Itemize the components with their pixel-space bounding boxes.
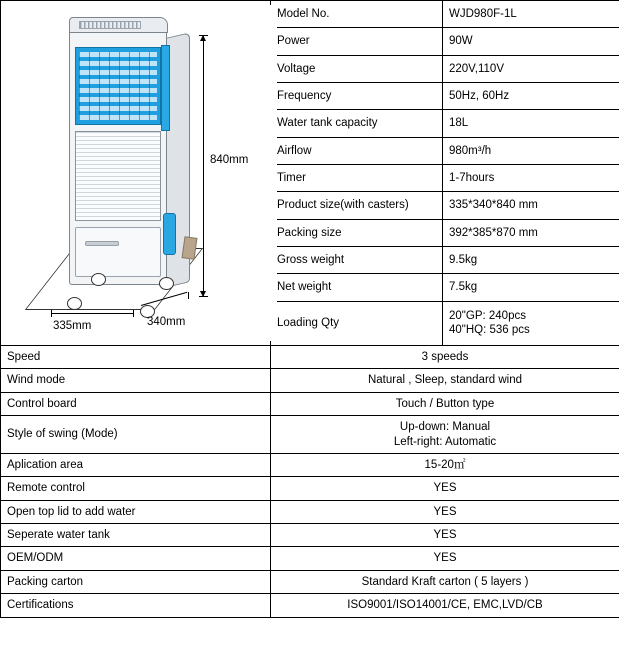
spec-value: 18L [443, 110, 619, 137]
spec-value: YES [271, 524, 619, 547]
height-dimension-label: 840mm [210, 154, 249, 166]
table-row [1, 416, 619, 454]
air-outlet-louver [75, 47, 161, 125]
spec-label: Style of swing (Mode) [1, 416, 271, 454]
table-row [1, 392, 619, 415]
spec-value: YES [271, 477, 619, 500]
height-arrow-top [200, 35, 206, 41]
spec-value: 7.5kg [443, 274, 619, 301]
spec-label: Model No. [271, 1, 443, 28]
spec-value: 15-20㎡ [271, 453, 619, 476]
side-accent-strip [161, 45, 170, 131]
spec-value: 980m³/h [443, 137, 619, 164]
spec-label: Certifications [1, 594, 271, 617]
top-control-grill [79, 21, 141, 29]
table-row [1, 524, 619, 547]
table-row [1, 570, 619, 593]
spec-value: 1-7hours [443, 165, 619, 192]
spec-value: 392*385*870 mm [443, 219, 619, 246]
spec-label: Airflow [271, 137, 443, 164]
caster-wheel [159, 277, 174, 290]
spec-value: Standard Kraft carton ( 5 layers ) [271, 570, 619, 593]
side-carry-handle [163, 213, 176, 255]
spec-value [443, 301, 619, 345]
spec-value: 50Hz, 60Hz [443, 83, 619, 110]
width-dimension-line [51, 313, 133, 314]
loading-qty-line-1: 20"GP: 240pcs [449, 310, 526, 323]
spec-label: Packing size [271, 219, 443, 246]
depth-dimension-label: 340mm [147, 316, 186, 328]
spec-label: Power [271, 28, 443, 55]
spec-label: Water tank capacity [271, 110, 443, 137]
table-row [1, 477, 619, 500]
spec-value [271, 416, 619, 454]
spec-label: Seperate water tank [1, 524, 271, 547]
air-cooler-product-illustration [7, 5, 277, 341]
table-row [1, 1, 619, 28]
spec-label: Product size(with casters) [271, 192, 443, 219]
table-row [1, 346, 619, 369]
table-row [1, 547, 619, 570]
spec-label: Gross weight [271, 247, 443, 274]
caster-wheel [91, 273, 106, 286]
depth-tick [188, 292, 189, 299]
spec-label: Wind mode [1, 369, 271, 392]
swing-mode-line-1: Up-down: Manual [399, 421, 491, 434]
caster-wheel [67, 297, 82, 310]
table-row [1, 369, 619, 392]
spec-value: 335*340*840 mm [443, 192, 619, 219]
spec-value: 220V,110V [443, 55, 619, 82]
spec-label: Loading Qty [271, 301, 443, 345]
water-tank-panel [75, 227, 161, 277]
spec-label: Timer [271, 165, 443, 192]
spec-label: Speed [1, 346, 271, 369]
swing-mode-line-2: Left-right: Automatic [393, 435, 497, 448]
spec-value: YES [271, 547, 619, 570]
spec-value: Natural , Sleep, standard wind [271, 369, 619, 392]
product-image-cell [1, 1, 271, 346]
spec-value: ISO9001/ISO14001/CE, EMC,LVD/CB [271, 594, 619, 617]
table-row [1, 453, 619, 476]
spec-value: 90W [443, 28, 619, 55]
spec-label: Net weight [271, 274, 443, 301]
spec-value: 9.5kg [443, 247, 619, 274]
spec-label: Open top lid to add water [1, 500, 271, 523]
spec-value: 3 speeds [271, 346, 619, 369]
louver-vertical-vanes [79, 52, 157, 120]
width-dimension-label: 335mm [53, 320, 92, 332]
height-dimension-line [203, 35, 204, 297]
spec-value: Touch / Button type [271, 392, 619, 415]
table-row [1, 500, 619, 523]
spec-value: YES [271, 500, 619, 523]
table-row [1, 594, 619, 617]
water-tank-handle [85, 241, 119, 246]
filter-mesh-panel [75, 131, 161, 221]
spec-label: OEM/ODM [1, 547, 271, 570]
spec-value: WJD980F-1L [443, 1, 619, 28]
width-tick-right [133, 310, 134, 317]
spec-label: Voltage [271, 55, 443, 82]
height-arrow-bottom [200, 291, 206, 297]
spec-label: Remote control [1, 477, 271, 500]
spec-label: Aplication area [1, 453, 271, 476]
loading-qty-line-2: 40"HQ: 536 pcs [449, 324, 530, 337]
width-tick-left [51, 310, 52, 317]
spec-label: Control board [1, 392, 271, 415]
spec-label: Frequency [271, 83, 443, 110]
spec-label: Packing carton [1, 570, 271, 593]
